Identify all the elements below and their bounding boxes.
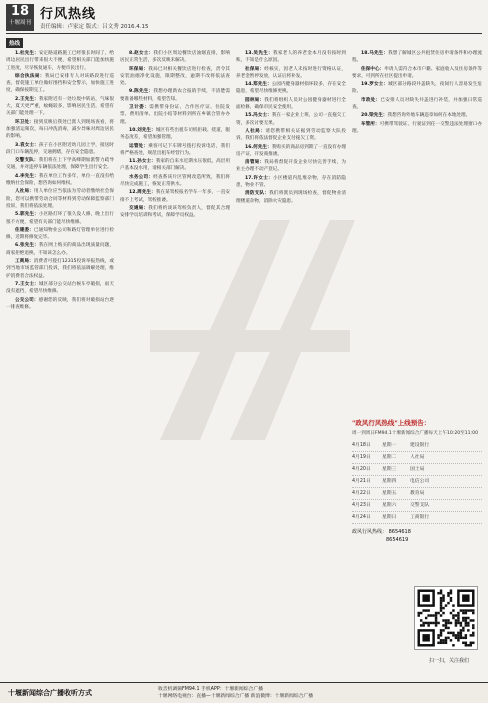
paragraph-text: 城区部分公交站台候车亭破损，雨天没有遮挡，希望尽快维修。 <box>6 281 114 295</box>
schedule-date: 4月22日 <box>352 491 371 496</box>
speaker-label: 工商局： <box>15 259 34 265</box>
speaker-label: 5.郭先生： <box>15 212 39 218</box>
speaker-label: 综合执法局： <box>15 73 45 79</box>
qa-paragraph <box>6 50 114 72</box>
paragraph-text: 已安排人员对缺失井盖进行补装，并加强日常巡查。 <box>352 97 482 111</box>
speaker-label: 13.吴先生： <box>245 51 273 56</box>
qr-block <box>414 586 484 682</box>
qa-paragraph <box>6 242 114 257</box>
paragraph-text: 城区部分路段井盖缺失，夜间行人容易发生危险。 <box>352 82 482 95</box>
article-column-4 <box>352 50 482 412</box>
speaker-label: 卫计委： <box>129 105 150 111</box>
speaker-label: 20.梁先生： <box>361 113 388 119</box>
schedule-row <box>352 512 482 524</box>
qa-paragraph <box>120 127 230 142</box>
speaker-label: 人社局： <box>245 128 266 134</box>
paragraph-text: 感谢您的反映，我们将对破损站台逐一排查维修。 <box>6 297 114 310</box>
speaker-label: 18.马先生： <box>361 51 389 56</box>
speaker-label: 6.张先生： <box>15 243 39 249</box>
speaker-label: 1.杜先生： <box>15 51 39 56</box>
qa-paragraph <box>120 66 230 88</box>
paragraph-text: 我局已安排专人对该路段进行巡查，督促施工单位做好围挡和安全警示，加快施工进度，确保按期完工。 <box>6 73 114 94</box>
footer-line-1: 收音机调频FM94.1 手机APP：十堰新闻综合广播 <box>158 687 263 692</box>
paragraph-text: 我在某驾校报名学车一年多，一直安排不上考试，驾校推诿。 <box>120 190 230 203</box>
schedule-row <box>352 464 482 476</box>
paragraph-text: 我家的自来水近期水压很低，高层用户基本没水用，请相关部门解决。 <box>120 159 230 172</box>
page-title: 行风热线 <box>40 7 97 22</box>
schedule-unit: 教育局 <box>410 491 425 496</box>
qa-paragraph <box>236 190 346 205</box>
speaker-label: 人社局： <box>15 189 34 195</box>
paragraph-text: 我购买的商品房到期了一直没有办理房产证，开发商推诿。 <box>236 144 346 157</box>
speaker-label: 市政处： <box>361 97 381 103</box>
speaker-label: 10.刘先生： <box>129 127 156 133</box>
page-footer <box>0 682 488 703</box>
qa-paragraph <box>6 173 114 188</box>
paragraph-text: 我们将组织人员对公园健身器材进行全面检修，确保市民安全使用。 <box>236 97 346 111</box>
speaker-label: 交警支队： <box>15 158 39 164</box>
schedule-list <box>352 440 482 524</box>
paragraph-text: 经查系该片区管网改造所致，我们将尽快完成施工，恢复正常供水。 <box>120 174 230 188</box>
qa-paragraph <box>120 189 230 204</box>
section-tag: 热线 <box>6 38 23 48</box>
qa-paragraph <box>6 142 114 157</box>
schedule-unit: 人社局 <box>410 455 425 460</box>
speaker-label: 4.李先生： <box>15 173 39 179</box>
schedule-title: "政风行风热线"上线预告： <box>352 419 431 427</box>
speaker-label: 社保局： <box>245 66 265 72</box>
hotline-number-1: 8654618 <box>388 529 411 535</box>
footer-line-2: 十堰网络电视台：直播—十堰新闻综合广播 新浪微博：十堰新闻综合广播 <box>158 694 314 699</box>
qa-paragraph <box>352 66 482 81</box>
paragraph-text: 申请人需符合本市户籍、家庭收入及住房条件等要求，可到所在社区提出申请。 <box>352 66 482 79</box>
qa-paragraph <box>6 227 114 242</box>
qa-paragraph <box>352 50 482 65</box>
speaker-label: 消防支队： <box>245 191 270 197</box>
page-number-box <box>6 4 34 31</box>
article-column-3 <box>236 50 346 676</box>
schedule-row <box>352 500 482 512</box>
footer-listen-info <box>158 686 313 700</box>
schedule-unit: 建设银行 <box>410 443 430 448</box>
speaker-label: 15.冯女士： <box>245 113 272 119</box>
speaker-label: 环卫处： <box>15 119 34 125</box>
qa-paragraph <box>6 281 114 296</box>
qa-paragraph <box>236 112 346 127</box>
qa-paragraph <box>120 143 230 158</box>
schedule-weekday: 星期二 <box>382 455 397 460</box>
speaker-label: 园林局： <box>245 97 265 103</box>
article-column-2 <box>120 50 230 676</box>
footer-title: 十堰新闻综合广播收听方式 <box>8 689 92 697</box>
schedule-row <box>352 488 482 500</box>
qa-paragraph <box>352 121 482 136</box>
qa-paragraph <box>236 97 346 112</box>
qa-paragraph <box>120 50 230 65</box>
hotline-number-2: 8654619 <box>386 537 409 543</box>
paragraph-text: 我想办理新农合报销手续，不清楚需要准备哪些材料，希望告知。 <box>120 89 230 102</box>
paragraph-text: 需携带身份证、合作医疗证、住院发票、费用清单、出院小结等材料到所在乡镇合管办办理。 <box>120 105 230 125</box>
qa-paragraph <box>6 119 114 141</box>
schedule-unit: 国土局 <box>410 467 425 472</box>
qa-paragraph <box>236 50 346 65</box>
paragraph-text: 我们将约谈该驾校负责人，督促其合理安排学员培训和考试，保障学员权益。 <box>120 205 230 219</box>
hotline-info <box>352 528 482 544</box>
speaker-label: 房管局： <box>245 160 265 166</box>
speaker-label: 车管所： <box>361 121 380 127</box>
schedule-row <box>352 452 482 464</box>
paragraph-text: 我们小区周边餐饮店油烟直排，影响居民正常生活，多次反映未解决。 <box>120 51 230 64</box>
paragraph-text: 经核实，因老人未按时进行资格认证，养老金暂停发放，认证后将补发。 <box>236 66 346 79</box>
speaker-label: 住保中心： <box>361 66 385 72</box>
speaker-label: 17.许女士： <box>245 175 273 181</box>
article-column-1 <box>6 50 114 676</box>
schedule-date: 4月18日 <box>352 443 371 448</box>
qa-paragraph <box>236 175 346 190</box>
schedule-date: 4月21日 <box>352 479 371 484</box>
hotline-label: 政风行风热线： <box>352 529 388 535</box>
schedule-date: 4月20日 <box>352 467 371 472</box>
paragraph-text: 孩子在小区附近幼儿园上学，接送时段门口车辆乱停，交通拥堵，存在安全隐患。 <box>6 142 114 155</box>
qa-paragraph <box>236 128 346 143</box>
qr-code-icon[interactable] <box>414 586 478 650</box>
speaker-label: 运管处： <box>129 143 149 149</box>
speaker-label: 水务公司： <box>129 174 154 180</box>
paragraph-text: 我家老人的养老金本月没有按时到账，不知是什么原因。 <box>236 51 346 64</box>
speaker-label: 7.王女士： <box>15 281 39 287</box>
qa-paragraph <box>236 159 346 174</box>
speaker-label: 住建委： <box>15 227 34 233</box>
qa-paragraph <box>352 97 482 112</box>
schedule-row <box>352 476 482 488</box>
qa-paragraph <box>236 81 346 96</box>
speaker-label: 11.孙女士： <box>129 159 156 165</box>
page-number: 18 <box>10 4 30 19</box>
qa-paragraph <box>352 81 482 96</box>
schedule-date: 4月24日 <box>352 515 371 520</box>
schedule-weekday: 星期四 <box>382 479 397 484</box>
qa-paragraph <box>6 157 114 172</box>
paragraph-text: 我想咨询外地车辆违章如何在本地处理。 <box>387 113 471 119</box>
schedule-date: 4月23日 <box>352 503 371 508</box>
qa-paragraph <box>352 112 482 119</box>
paragraph-text: 安定路道路施工已经很长时间了，给周边居民出行带来很大不便，希望相关部门能加快施工进度，尽早恢复通车，方便市民出行。 <box>6 51 114 71</box>
speaker-label: 环保局： <box>129 66 149 72</box>
paragraph-text: 我局将督促开发企业尽快完善手续，为业主办理不动产登记。 <box>236 160 346 173</box>
speaker-label: 交通局： <box>129 205 149 211</box>
schedule-unit: 电信公司 <box>410 479 430 484</box>
schedule-weekday: 星期日 <box>382 515 397 520</box>
paragraph-text: 用人单位应当依法为劳动者缴纳社会保险，您可以携带劳动合同等材料到劳动保障监察部门投诉，我们将依法处理。 <box>6 189 114 209</box>
speaker-label: 12.周先生： <box>129 190 156 196</box>
schedule-date: 4月19日 <box>352 455 371 460</box>
qa-paragraph <box>120 88 230 103</box>
paragraph-text: 可携带驾驶证、行驶证到任一交警违法处理窗口办理。 <box>352 121 482 134</box>
qa-paragraph <box>6 258 114 280</box>
qa-paragraph <box>120 174 230 189</box>
paragraph-text: 城区有些出租车司机拒载、绕道，服务态度差，希望加强管理。 <box>120 127 230 141</box>
paragraph-text: 小区路灯坏了很久没人修，晚上出行很不方便，希望有关部门能尽快维修。 <box>6 212 114 225</box>
paragraph-text: 乘客可记下车牌号拨打投诉电话，我们将严格查处，规范出租车经营行为。 <box>120 143 230 156</box>
schedule-unit: 工商银行 <box>410 515 430 520</box>
speaker-label: 19.罗女士： <box>361 82 389 88</box>
qr-caption: 扫一扫，关注我们 <box>428 658 469 664</box>
qa-paragraph <box>6 96 114 118</box>
qa-paragraph <box>6 297 114 312</box>
program-schedule <box>352 418 482 578</box>
qa-paragraph <box>236 144 346 159</box>
header-rule <box>6 33 482 34</box>
paragraph-text: 我在一家企业上班，公司一直拖欠工资，多次讨要无果。 <box>236 113 346 126</box>
qa-paragraph <box>120 104 230 126</box>
paragraph-text: 公园内健身器材损坏较多，存在安全隐患，希望尽快维修更换。 <box>236 82 346 95</box>
page-header <box>0 0 488 34</box>
section-name: 十堰周刊 <box>8 20 31 26</box>
paragraph-text: 我想了解城区公共租赁住房申请条件和办理流程。 <box>352 51 482 64</box>
qa-paragraph <box>120 205 230 220</box>
qa-paragraph <box>236 66 346 81</box>
qa-paragraph <box>6 73 114 95</box>
paragraph-text: 接到反映后我处已派人到现场查看，将加强清运频次，每日冲洗消毒，减少异味对周边居民的影响。 <box>6 119 114 140</box>
speaker-label: 公交公司： <box>15 297 39 303</box>
paragraph-text: 请您携带相关证据到劳动监察大队投诉，我们将依法督促企业支付拖欠工资。 <box>236 128 346 142</box>
paragraph-text: 我家附近有一处垃圾中转站，气味很大，夏天更严重，蚊蝇较多，影响居民生活，希望有关部门能处理一下。 <box>6 96 114 117</box>
schedule-weekday: 星期三 <box>382 467 397 472</box>
qa-paragraph <box>120 158 230 173</box>
paragraph-text: 我在单位工作多年，单位一直没有给缴纳社会保险，想咨询如何维权。 <box>6 173 114 187</box>
paragraph-text: 我们将在上下学高峰期加派警力疏导交通，并对违停车辆依法处理，保障学生出行安全。 <box>6 158 114 171</box>
paragraph-text: 我们将派员到现场检查，督促物业清理楼道杂物，消除火灾隐患。 <box>236 191 346 204</box>
speaker-label: 14.郑先生： <box>245 82 272 88</box>
schedule-weekday: 星期六 <box>382 503 397 508</box>
speaker-label: 8.赵女士： <box>129 51 154 56</box>
qa-paragraph <box>6 211 114 226</box>
speaker-label: 3.袁女士： <box>15 142 39 148</box>
paragraph-text: 已通知物业公司和路灯管理单位进行检修，近期将修复完毕。 <box>6 227 114 241</box>
speaker-label: 2.王先生： <box>15 96 39 102</box>
schedule-unit: 交警支队 <box>410 503 430 508</box>
schedule-row <box>352 440 482 452</box>
schedule-intro: 周一到周日FM94.1十堰新闻综合广播每天上午10:20至11:00 <box>352 431 479 436</box>
paragraph-text: 小区楼道内乱堆杂物，存在消防隐患，物业不管。 <box>236 175 346 189</box>
schedule-weekday: 星期五 <box>382 491 397 496</box>
paragraph-text: 消费者可拨打12315投诉举报热线，或到当地市场监管部门投诉，我们将依法调解处理，维护消费者合法权益。 <box>6 259 114 279</box>
paragraph-text: 我在网上购买的商品出现质量问题，商家拒绝退换，不知该怎么办。 <box>6 243 114 256</box>
paragraph-text: 我局已对相关餐饮店进行检查，责令其安装油烟净化设施，限期整改，逾期不改将依法查处。 <box>120 66 230 87</box>
schedule-weekday: 星期一 <box>382 443 397 448</box>
speaker-label: 16.何先生： <box>245 144 272 150</box>
editor-credits: 责任编辑：卢家定 版式：吕文秀 2016.4.15 <box>40 24 149 30</box>
speaker-label: 9.陈先生： <box>129 89 154 95</box>
qa-paragraph <box>6 188 114 210</box>
